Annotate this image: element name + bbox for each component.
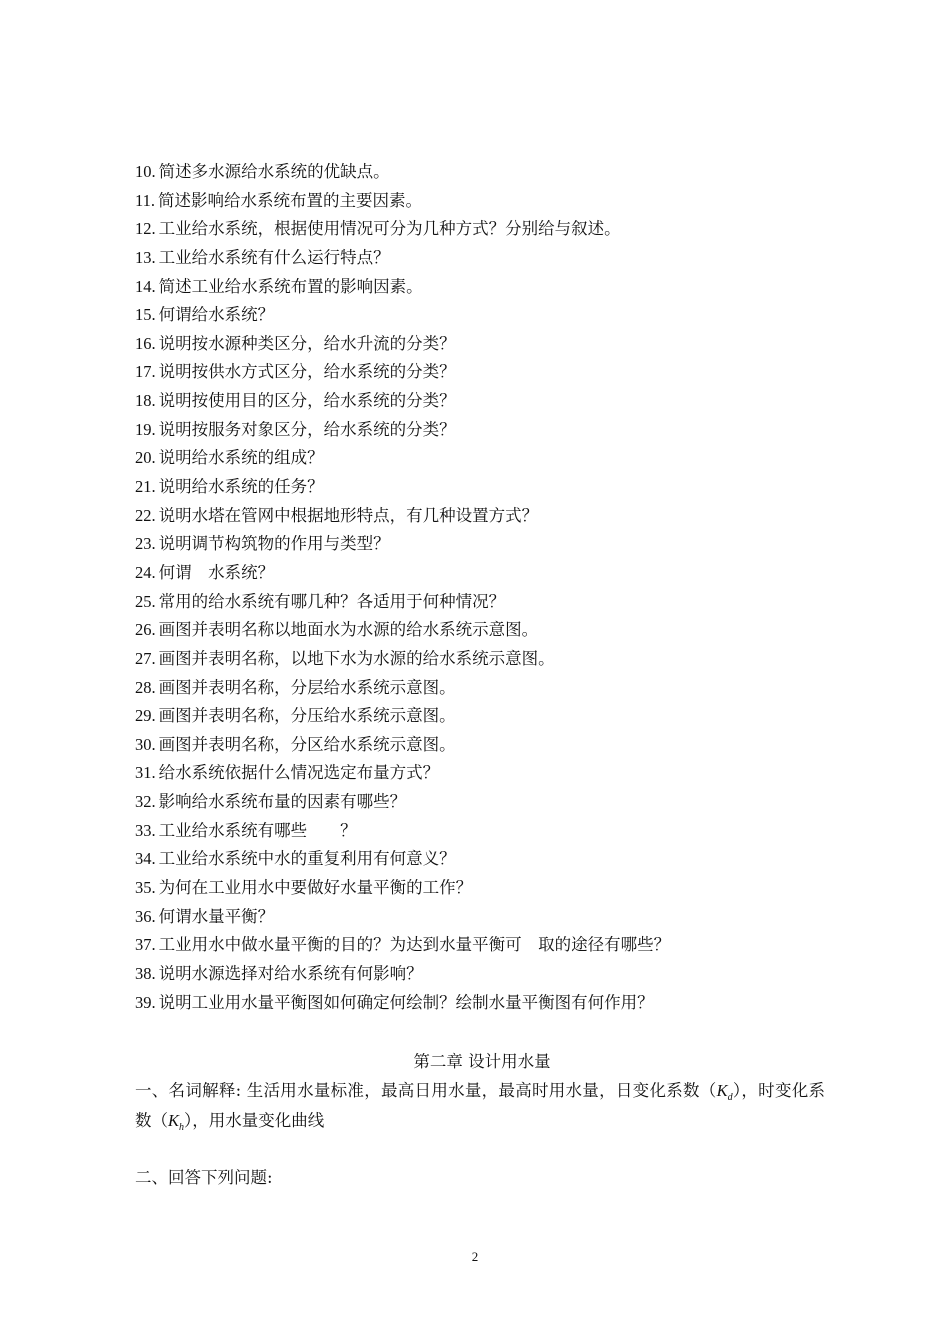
question-item (135, 989, 835, 1018)
question-text: 为何在工业用水中要做好水量平衡的工作？ (158, 878, 473, 898)
question-item (135, 530, 835, 559)
question-number: 17. (135, 362, 156, 382)
question-text: 画图并表明名称，分区给水系统示意图。 (158, 734, 456, 754)
question-item (135, 903, 835, 932)
question-number: 21. (135, 477, 156, 497)
question-number: 33. (135, 820, 156, 840)
question-text: 工业给水系统有哪些 ？ (158, 820, 357, 840)
question-number: 30. (135, 734, 156, 754)
question-item (135, 817, 835, 846)
question-item (135, 645, 835, 674)
question-item (135, 187, 835, 216)
question-number: 20. (135, 448, 156, 468)
question-number: 15. (135, 305, 156, 325)
question-text: 简述工业给水系统布置的影响因素。 (158, 276, 423, 296)
question-text: 工业用水中做水量平衡的目的？为达到水量平衡可 取的途径有哪些？ (158, 935, 671, 955)
question-item (135, 702, 835, 731)
question-text: 工业给水系统，根据使用情况可分为几种方式？分别给与叙述。 (158, 219, 621, 239)
question-text: 画图并表明名称，以地下水为水源的给水系统示意图。 (158, 648, 555, 668)
question-text: 说明调节构筑物的作用与类型？ (158, 534, 390, 554)
question-text: 说明按使用目的区分，给水系统的分类？ (158, 391, 456, 411)
question-item (135, 158, 835, 187)
question-number: 13. (135, 247, 156, 267)
question-text: 简述多水源给水系统的优缺点。 (158, 162, 390, 181)
question-number: 23. (135, 534, 156, 554)
kh-symbol-subscript: h (179, 1122, 185, 1133)
question-item (135, 588, 835, 617)
question-item (135, 273, 835, 302)
question-item (135, 731, 835, 760)
terms-middle: ），时变化系数（ (135, 1081, 825, 1130)
question-item (135, 358, 835, 387)
kd-symbol-base: K (716, 1081, 728, 1100)
question-number: 26. (135, 620, 156, 640)
question-text: 画图并表明名称以地面水为水源的给水系统示意图。 (158, 620, 539, 640)
question-item (135, 301, 835, 330)
question-item (135, 931, 835, 960)
question-number: 11. (135, 190, 156, 210)
question-text: 简述影响给水系统布置的主要因素。 (158, 190, 423, 210)
question-text: 说明按服务对象区分，给水系统的分类？ (158, 419, 456, 439)
question-text: 说明给水系统的组成？ (158, 448, 324, 468)
question-number: 10. (135, 162, 156, 181)
question-number: 27. (135, 648, 156, 668)
question-number: 25. (135, 591, 156, 611)
question-text: 说明水源选择对给水系统有何影响？ (158, 963, 423, 983)
question-list (135, 158, 835, 1017)
kh-symbol (168, 1111, 185, 1133)
question-item (135, 444, 835, 473)
question-item (135, 244, 835, 273)
question-item (135, 473, 835, 502)
term-definitions-paragraph (135, 1076, 825, 1136)
question-text: 工业给水系统有什么运行特点？ (158, 247, 390, 267)
kd-symbol-subscript: d (727, 1092, 733, 1103)
question-text: 说明给水系统的任务？ (158, 477, 324, 497)
question-number: 29. (135, 706, 156, 726)
question-item (135, 215, 835, 244)
question-number: 18. (135, 391, 156, 411)
terms-prefix: 一、名词解释: 生活用水量标准，最高日用水量，最高时用水量，日变化系数（ (135, 1081, 717, 1100)
question-text: 工业给水系统中水的重复利用有何意义？ (158, 849, 456, 869)
question-number: 28. (135, 677, 156, 697)
question-item (135, 387, 835, 416)
question-number: 24. (135, 562, 156, 582)
question-item (135, 416, 835, 445)
question-text: 何谓水量平衡？ (158, 906, 275, 926)
question-number: 38. (135, 963, 156, 983)
question-text: 说明按供水方式区分，给水系统的分类？ (158, 362, 456, 382)
question-number: 39. (135, 992, 156, 1012)
question-number: 22. (135, 505, 156, 525)
question-text: 说明按水源种类区分，给水升流的分类？ (158, 333, 456, 353)
question-item (135, 502, 835, 531)
question-number: 37. (135, 935, 156, 955)
question-text: 画图并表明名称，分层给水系统示意图。 (158, 677, 456, 697)
question-text: 说明工业用水量平衡图如何确定何绘制？绘制水量平衡图有何作用？ (158, 992, 654, 1012)
question-number: 19. (135, 419, 156, 439)
terms-suffix: ），用水量变化曲线 (184, 1111, 325, 1130)
question-text: 影响给水系统布量的因素有哪些？ (158, 792, 407, 812)
question-item (135, 616, 835, 645)
question-item (135, 674, 835, 703)
question-item (135, 559, 835, 588)
question-number: 35. (135, 878, 156, 898)
question-number: 14. (135, 276, 156, 296)
question-item (135, 330, 835, 359)
question-text: 何谓 水系统？ (158, 562, 275, 582)
question-text: 何谓给水系统？ (158, 305, 275, 325)
question-item (135, 788, 835, 817)
page-number: 2 (471, 1249, 479, 1264)
question-number: 31. (135, 763, 156, 783)
question-text: 常用的给水系统有哪几种？各适用于何种情况？ (158, 591, 506, 611)
question-item (135, 845, 835, 874)
question-number: 34. (135, 849, 156, 869)
question-number: 12. (135, 219, 156, 239)
question-number: 32. (135, 792, 156, 812)
question-text: 说明水塔在管网中根据地形特点，有几种设置方式？ (158, 505, 539, 525)
question-item (135, 874, 835, 903)
question-item (135, 759, 835, 788)
question-text: 画图并表明名称，分压给水系统示意图。 (158, 706, 456, 726)
kh-symbol-base: K (168, 1111, 180, 1130)
chapter-title: 第二章 设计用水量 (413, 1052, 551, 1071)
question-item (135, 960, 835, 989)
question-text: 给水系统依据什么情况选定布量方式？ (158, 763, 440, 783)
section-two-heading: 二、回答下列问题: (135, 1168, 273, 1187)
question-number: 16. (135, 333, 156, 353)
kd-symbol (716, 1081, 733, 1103)
question-number: 36. (135, 906, 156, 926)
